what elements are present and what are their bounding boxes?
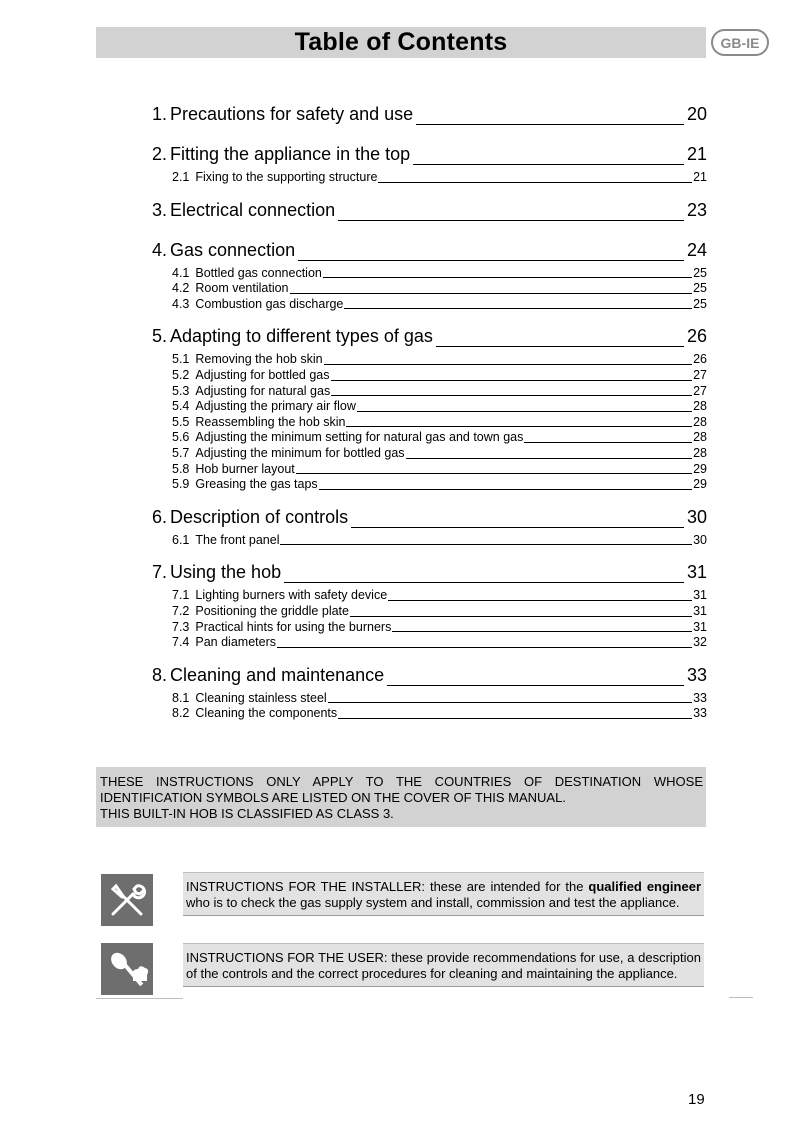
toc-page: 23 <box>686 199 707 220</box>
toc-page: 31 <box>693 619 707 634</box>
toc-number: 5.5 <box>172 414 190 429</box>
toc-number: 3. <box>152 199 168 220</box>
toc-leader <box>357 411 692 412</box>
toc-title: Cleaning and maintenance <box>170 664 385 685</box>
toc-page: 25 <box>693 265 707 280</box>
toc-entry <box>152 562 707 588</box>
toc-title: Adjusting the primary air flow <box>195 399 356 414</box>
toc-number: 5.7 <box>172 445 190 460</box>
notice-text: THESE INSTRUCTIONS ONLY APPLY TO THE COUNTRIES OF DESTINATION WHOSE IDENTIFICATION SYMBOLS ARE LISTED ON THE COVER OF THIS MANUAL. <box>100 774 703 805</box>
toc-subentry <box>152 620 707 636</box>
toc-page: 27 <box>693 383 707 398</box>
chef-spoon-icon <box>101 943 153 995</box>
toc-page: 29 <box>693 461 707 476</box>
toc-section <box>152 326 707 492</box>
toc-title: Adjusting the minimum setting for natural gas and town gas <box>195 430 524 445</box>
toc-title: Cleaning the components <box>195 706 338 721</box>
toc-page: 33 <box>686 664 707 685</box>
toc-title: Electrical connection <box>170 199 336 220</box>
toc-section <box>152 507 707 549</box>
toc-title: Lighting burners with safety device <box>195 588 388 603</box>
toc-title: Adapting to different types of gas <box>170 326 433 347</box>
page-number: 19 <box>688 1091 705 1108</box>
toc-page: 24 <box>686 239 707 260</box>
toc-title: Removing the hob skin <box>195 352 323 367</box>
toc-page: 28 <box>693 430 707 445</box>
toc-number: 6. <box>152 506 168 527</box>
toc-number: 4. <box>152 239 168 260</box>
toc-number: 5.3 <box>172 383 190 398</box>
user-text: INSTRUCTIONS FOR THE USER: these provide recommendations for use, a description of the controls and the correct procedures for cleaning and maintaining the appliance. <box>186 950 701 981</box>
toc-section <box>152 240 707 313</box>
toc-subentry <box>152 297 707 313</box>
toc-subentry <box>152 446 707 462</box>
installer-instructions <box>183 872 704 916</box>
toc-leader <box>350 616 692 617</box>
wrench-screwdriver-icon <box>101 874 153 926</box>
toc-leader <box>338 718 692 719</box>
toc-number: 5.4 <box>172 399 190 414</box>
toc-leader <box>413 164 684 165</box>
toc-title: Description of controls <box>170 506 349 527</box>
destination-notice <box>96 767 706 827</box>
toc-page: 33 <box>693 690 707 705</box>
toc-title: Fitting the appliance in the top <box>170 144 411 164</box>
toc-leader <box>319 489 692 490</box>
toc-leader <box>344 308 692 309</box>
installer-text: INSTRUCTIONS FOR THE INSTALLER: these are intended for the <box>186 879 589 894</box>
toc-title: Precautions for safety and use <box>170 104 414 124</box>
toc-number: 8.1 <box>172 690 190 705</box>
toc-number: 5.6 <box>172 430 190 445</box>
toc-leader <box>436 346 684 347</box>
toc-title: Greasing the gas taps <box>195 477 318 492</box>
toc-entry <box>152 240 707 266</box>
toc-subentry <box>152 635 707 651</box>
toc-leader <box>290 293 693 294</box>
toc-leader <box>388 600 692 601</box>
toc-subentry <box>152 430 707 446</box>
toc-entry <box>152 144 707 170</box>
toc-title: The front panel <box>195 532 280 547</box>
toc-number: 7. <box>152 562 168 583</box>
toc-page: 21 <box>686 144 707 164</box>
divider <box>96 998 183 999</box>
toc-leader <box>346 426 692 427</box>
toc-subentry <box>152 368 707 384</box>
user-instructions <box>183 943 704 987</box>
toc-section <box>152 665 707 722</box>
notice-class-text: THIS BUILT-IN HOB IS CLASSIFIED AS CLASS 3. <box>100 806 394 821</box>
toc-leader <box>328 702 692 703</box>
toc-entry <box>152 326 707 352</box>
toc-page: 31 <box>693 603 707 618</box>
toc-number: 1. <box>152 104 168 124</box>
toc-leader <box>296 473 692 474</box>
toc-title: Cleaning stainless steel <box>195 690 327 705</box>
toc-entry <box>152 104 707 130</box>
toc-page: 25 <box>693 296 707 311</box>
toc-page: 28 <box>693 414 707 429</box>
toc-number: 5.9 <box>172 477 190 492</box>
toc-entry <box>152 665 707 691</box>
toc-page: 33 <box>693 706 707 721</box>
toc-leader <box>277 647 692 648</box>
toc-page: 28 <box>693 445 707 460</box>
toc-subentry <box>152 588 707 604</box>
toc-entry <box>152 507 707 533</box>
toc-title: Adjusting for bottled gas <box>195 367 330 382</box>
toc-number: 6.1 <box>172 532 190 547</box>
toc-subentry <box>152 462 707 478</box>
toc-page: 30 <box>686 506 707 527</box>
toc-subentry <box>152 266 707 282</box>
toc-page: 32 <box>693 635 707 650</box>
toc-title: Practical hints for using the burners <box>195 619 392 634</box>
toc-number: 7.2 <box>172 603 190 618</box>
toc-number: 4.1 <box>172 265 190 280</box>
toc-leader <box>392 631 692 632</box>
toc-leader <box>406 458 693 459</box>
toc-title: Gas connection <box>170 239 296 260</box>
toc-section <box>152 104 707 130</box>
toc-page: 21 <box>693 170 707 184</box>
installer-text-end: who is to check the gas supply system and install, commission and test the appliance. <box>186 895 680 910</box>
toc-leader <box>378 182 692 183</box>
toc-number: 4.2 <box>172 281 190 296</box>
toc-page: 26 <box>693 352 707 367</box>
toc-leader <box>298 260 684 261</box>
toc-page: 31 <box>686 562 707 583</box>
toc-page: 25 <box>693 281 707 296</box>
toc-title: Using the hob <box>170 562 282 583</box>
toc-title: Adjusting the minimum for bottled gas <box>195 445 405 460</box>
toc-leader <box>387 685 684 686</box>
toc-subentry <box>152 706 707 722</box>
toc-section <box>152 562 707 650</box>
toc-number: 8. <box>152 664 168 685</box>
toc-title: Bottled gas connection <box>195 265 322 280</box>
toc-page: 30 <box>693 532 707 547</box>
toc-number: 4.3 <box>172 296 190 311</box>
toc-title: Pan diameters <box>195 635 276 650</box>
toc-number: 8.2 <box>172 706 190 721</box>
toc-number: 5.8 <box>172 461 190 476</box>
toc-leader <box>338 220 684 221</box>
toc-subentry <box>152 604 707 620</box>
toc-page: 20 <box>686 104 707 124</box>
page-header <box>96 27 706 58</box>
toc-subentry <box>152 477 707 493</box>
toc-title: Combustion gas discharge <box>195 296 344 311</box>
toc-section <box>152 200 707 226</box>
toc-leader <box>416 124 684 125</box>
toc-subentry <box>152 691 707 707</box>
toc-subentry <box>152 281 707 297</box>
toc-leader <box>324 364 693 365</box>
toc-leader <box>351 527 684 528</box>
toc-page: 28 <box>693 399 707 414</box>
toc-number: 7.4 <box>172 635 190 650</box>
toc-title: Hob burner layout <box>195 461 295 476</box>
toc-leader <box>284 582 684 583</box>
toc-subentry <box>152 384 707 400</box>
toc-leader <box>280 544 692 545</box>
toc-title: Fixing to the supporting structure <box>195 170 378 184</box>
toc-page: 26 <box>686 326 707 347</box>
toc-title: Reassembling the hob skin <box>195 414 346 429</box>
page-title: Table of Contents <box>294 28 508 56</box>
toc-page: 31 <box>693 588 707 603</box>
toc-leader <box>331 395 692 396</box>
toc-number: 5.2 <box>172 367 190 382</box>
toc-number: 2. <box>152 144 168 164</box>
divider-right <box>729 997 753 998</box>
toc-number: 5. <box>152 326 168 347</box>
toc-number: 7.1 <box>172 588 190 603</box>
toc-title: Positioning the griddle plate <box>195 603 349 618</box>
toc-number: 7.3 <box>172 619 190 634</box>
toc-title: Room ventilation <box>195 281 289 296</box>
toc-subentry <box>152 352 707 368</box>
toc-subentry <box>152 170 707 186</box>
toc-number: 5.1 <box>172 352 190 367</box>
table-of-contents <box>152 104 707 736</box>
country-badge: GB-IE <box>711 29 769 56</box>
toc-title: Adjusting for natural gas <box>195 383 331 398</box>
toc-subentry <box>152 533 707 549</box>
toc-subentry <box>152 415 707 431</box>
toc-page: 29 <box>693 477 707 492</box>
toc-leader <box>323 277 692 278</box>
toc-leader <box>524 442 692 443</box>
toc-section <box>152 144 707 186</box>
toc-page: 27 <box>693 367 707 382</box>
toc-subentry <box>152 399 707 415</box>
installer-text-bold: qualified engineer <box>588 879 702 894</box>
toc-number: 2.1 <box>172 170 190 184</box>
toc-leader <box>331 380 693 381</box>
toc-entry <box>152 200 707 226</box>
